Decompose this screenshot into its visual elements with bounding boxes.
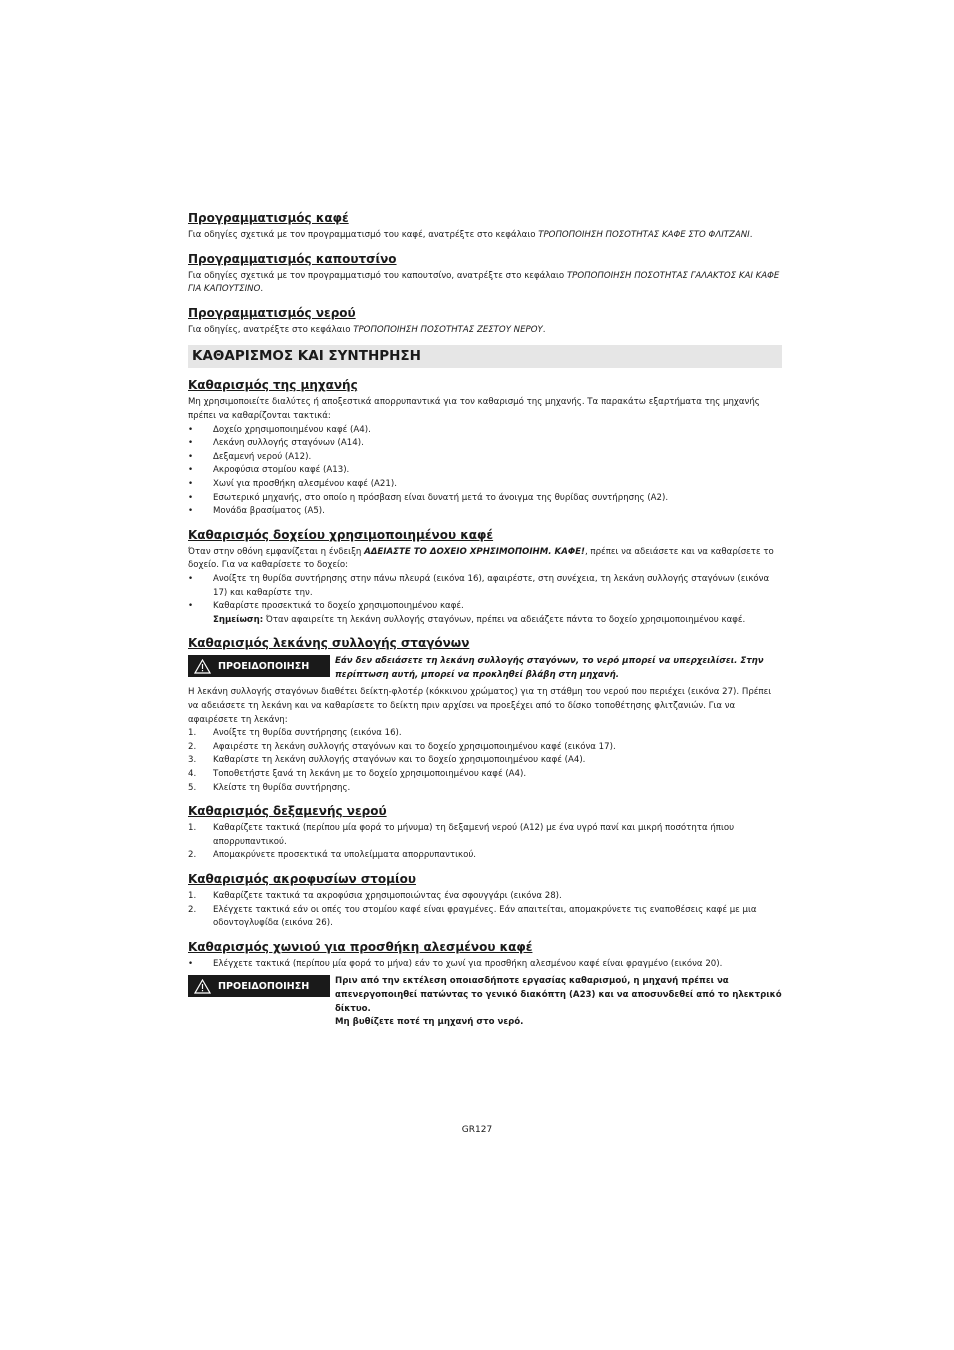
- numbered-list: [188, 727, 782, 795]
- list-item: • Ανοίξτε τη θυρίδα συντήρησης στην πάνω πλευρά (εικόνα 16), αφαιρέστε, στη συνέχεια, τη λεκάνη συλλογής σταγόνων (εικόνα 17) και καθαρίστε την.: [188, 573, 770, 598]
- page-number: GR127: [461, 1125, 493, 1135]
- warning-triangle-icon: [194, 659, 211, 674]
- section-heading: Προγραμματισμός καφέ: [188, 211, 349, 225]
- section-heading: Προγραμματισμός νερού: [188, 305, 356, 320]
- list-item: • Ελέγχετε τακτικά (περίπου μία φορά το μήνα) εάν το χωνί για προσθήκη αλεσμένου καφέ είναι φραγμένο (εικόνα 20).: [188, 958, 723, 969]
- note-label: Σημείωση:: [213, 614, 264, 625]
- list-item: 3. Καθαρίστε τη λεκάνη συλλογής σταγόνων και το δοχείο χρησιμοποιημένου καφέ (A4).: [188, 755, 586, 766]
- section-nozzles: [188, 871, 782, 931]
- section-heading: Καθαρισμός λεκάνης συλλογής σταγόνων: [188, 636, 470, 651]
- warning-box: [188, 975, 782, 1029]
- warning-label: ΠΡΟΕΙΔΟΠΟΙΗΣΗ: [218, 660, 310, 672]
- section-coffee-programming: [188, 210, 782, 243]
- list-item: 2. Απομακρύνετε προσεκτικά τα υπολείμματα απορρυπαντικού.: [188, 850, 477, 861]
- section-text: Μη χρησιμοποιείτε διαλύτες ή αποξεστικά απορρυπαντικά για τον καθαρισμό της μηχανής. Τα παρακάτω εξαρτήματα της μηχανής πρέπει να καθαρίζονται τακτικά:: [188, 397, 760, 421]
- section-text: Για οδηγίες σχετικά με τον προγραμματισμό του καφέ, ανατρέξτε στο κεφάλαιο ΤΡΟΠΟΠΟΙΗΣΗ ΠΟΣΟΤΗΤΑΣ ΚΑΦΕ ΣΤΟ ΦΛΙΤΖΑΝΙ.: [188, 230, 753, 240]
- warning-box: [188, 655, 782, 682]
- list-item: 5. Κλείστε τη θυρίδα συντήρησης.: [188, 782, 351, 793]
- list-item: • Μονάδα βρασίματος (A5).: [188, 506, 325, 517]
- warning-label: ΠΡΟΕΙΔΟΠΟΙΗΣΗ: [218, 980, 310, 992]
- list-item: 1. Καθαρίζετε τακτικά (περίπου μία φορά το μήνυμα) τη δεξαμενή νερού (A12) με ένα υγρό πανί και μικρή ποσότητα ήπιου απορρυπαντικού.: [188, 823, 735, 847]
- list-item: 2. Αφαιρέστε τη λεκάνη συλλογής σταγόνων και το δοχείο χρησιμοποιημένου καφέ (εικόνα 17).: [188, 741, 616, 752]
- list-item: 1. Ανοίξτε τη θυρίδα συντήρησης (εικόνα 16).: [188, 728, 402, 739]
- section-machine-cleaning: [188, 377, 782, 518]
- warning-triangle-icon: [194, 979, 211, 994]
- list-item: • Χωνί για προσθήκη αλεσμένου καφέ (A21).: [188, 478, 397, 489]
- list-item: • Εσωτερικό μηχανής, στο οποίο η πρόσβαση είναι δυνατή μετά το άνοιγμα της θυρίδας συντήρησης (A2).: [188, 492, 669, 503]
- section-heading: Καθαρισμός χωνιού για προσθήκη αλεσμένου καφέ: [188, 939, 533, 954]
- section-heading: Καθαρισμός δεξαμενής νερού: [188, 804, 387, 819]
- list-item: • Δοχείο χρησιμοποιημένου καφέ (A4).: [188, 424, 371, 435]
- section-water-programming: [188, 305, 782, 338]
- warning-badge: [188, 655, 330, 677]
- section-heading: Καθαρισμός δοχείου χρησιμοποιημένου καφέ: [188, 527, 494, 542]
- section-text: Όταν στην οθόνη εμφανίζεται η ένδειξη ΑΔΕΙΑΣΤΕ ΤΟ ΔΟΧΕΙΟ ΧΡΗΣΙΜΟΠΟΙΗΜ. ΚΑΦΕ!, πρέπει να αδειάσετε και να καθαρίσετε το δοχείο. Για να καθαρίσετε το δοχείο:: [188, 546, 774, 571]
- list-item: • Λεκάνη συλλογής σταγόνων (A14).: [188, 438, 364, 449]
- section-grounds-container: [188, 527, 782, 628]
- section-heading: Προγραμματισμός καπουτσίνο: [188, 251, 397, 266]
- list-item: • Ακροφύσια στομίου καφέ (A13).: [188, 465, 350, 476]
- bullet-list: [188, 424, 782, 519]
- warning-text: Εάν δεν αδειάσετε τη λεκάνη συλλογής σταγόνων, το νερό μπορεί να υπερχειλίσει. Στην περίπτωση αυτή, μπορεί να προκληθεί βλάβη στη μηχανή.: [335, 656, 764, 680]
- list-item: • Καθαρίστε προσεκτικά το δοχείο χρησιμοποιημένου καφέ. Σημείωση: Όταν αφαιρείτε τη λεκάνη συλλογής σταγόνων, πρέπει να αδειάζετε πάντα το δοχείο χρησιμοποιημένου καφέ.: [188, 601, 746, 625]
- section-water-tank: [188, 803, 782, 863]
- bullet-list: [188, 573, 782, 627]
- section-funnel: [188, 939, 782, 1030]
- list-item: • Δεξαμενή νερού (A12).: [188, 451, 312, 462]
- chapter-title: ΚΑΘΑΡΙΣΜΟΣ ΚΑΙ ΣΥΝΤΗΡΗΣΗ: [188, 345, 782, 368]
- section-text: Για οδηγίες, ανατρέξτε στο κεφάλαιο ΤΡΟΠΟΠΟΙΗΣΗ ΠΟΣΟΤΗΤΑΣ ΖΕΣΤΟΥ ΝΕΡΟΥ.: [188, 324, 546, 335]
- numbered-list: [188, 822, 782, 863]
- manual-page: [188, 210, 782, 1038]
- section-heading: Καθαρισμός της μηχανής: [188, 378, 358, 393]
- section-cappuccino-programming: [188, 251, 782, 297]
- section-text: Η λεκάνη συλλογής σταγόνων διαθέτει δείκτη-φλοτέρ (κόκκινου χρώματος) για τη στάθμη του νερού που περιέχει (εικόνα 27). Πρέπει να αδειάσετε τη λεκάνη και να καθαρίσετε το δείκτη πριν αρχίσει να προεξέχει από το δίσκο τοποθέτησης φλιτζανιών. Για να αφαιρέσετε τη λεκάνη:: [188, 687, 772, 725]
- list-item: 4. Τοποθετήστε ξανά τη λεκάνη με το δοχείο χρησιμοποιημένου καφέ (A4).: [188, 769, 527, 780]
- warning-badge: [188, 975, 330, 997]
- numbered-list: [188, 890, 782, 931]
- warning-text: Πριν από την εκτέλεση οποιασδήποτε εργασίας καθαρισμού, η μηχανή πρέπει να απενεργοποιηθεί πατώντας το γενικό διακόπτη (A23) και να αποσυνδεθεί από το ηλεκτρικό δίκτυο. Μη βυθίζετε ποτέ τη μηχανή στο νερό.: [335, 976, 782, 1028]
- section-drip-tray: [188, 635, 782, 795]
- section-heading: Καθαρισμός ακροφυσίων στομίου: [188, 872, 417, 886]
- list-item: 2. Ελέγχετε τακτικά εάν οι οπές του στομίου καφέ είναι φραγμένες. Εάν απαιτείται, απομακρύνετε τις εναποθέσεις καφέ με μια οδοντογλυφίδα (εικόνα 26).: [188, 904, 757, 929]
- bullet-list: [188, 958, 782, 972]
- section-text: Για οδηγίες σχετικά με τον προγραμματισμό του καπουτσίνο, ανατρέξτε στο κεφάλαιο ΤΡΟΠΟΠΟΙΗΣΗ ΠΟΣΟΤΗΤΑΣ ΓΑΛΑΚΤΟΣ ΚΑΙ ΚΑΦΕ ΓΙΑ ΚΑΠΟΥΤΣΙΝΟ.: [188, 270, 780, 295]
- list-item: 1. Καθαρίζετε τακτικά τα ακροφύσια χρησιμοποιώντας ένα σφουγγάρι (εικόνα 28).: [188, 891, 562, 901]
